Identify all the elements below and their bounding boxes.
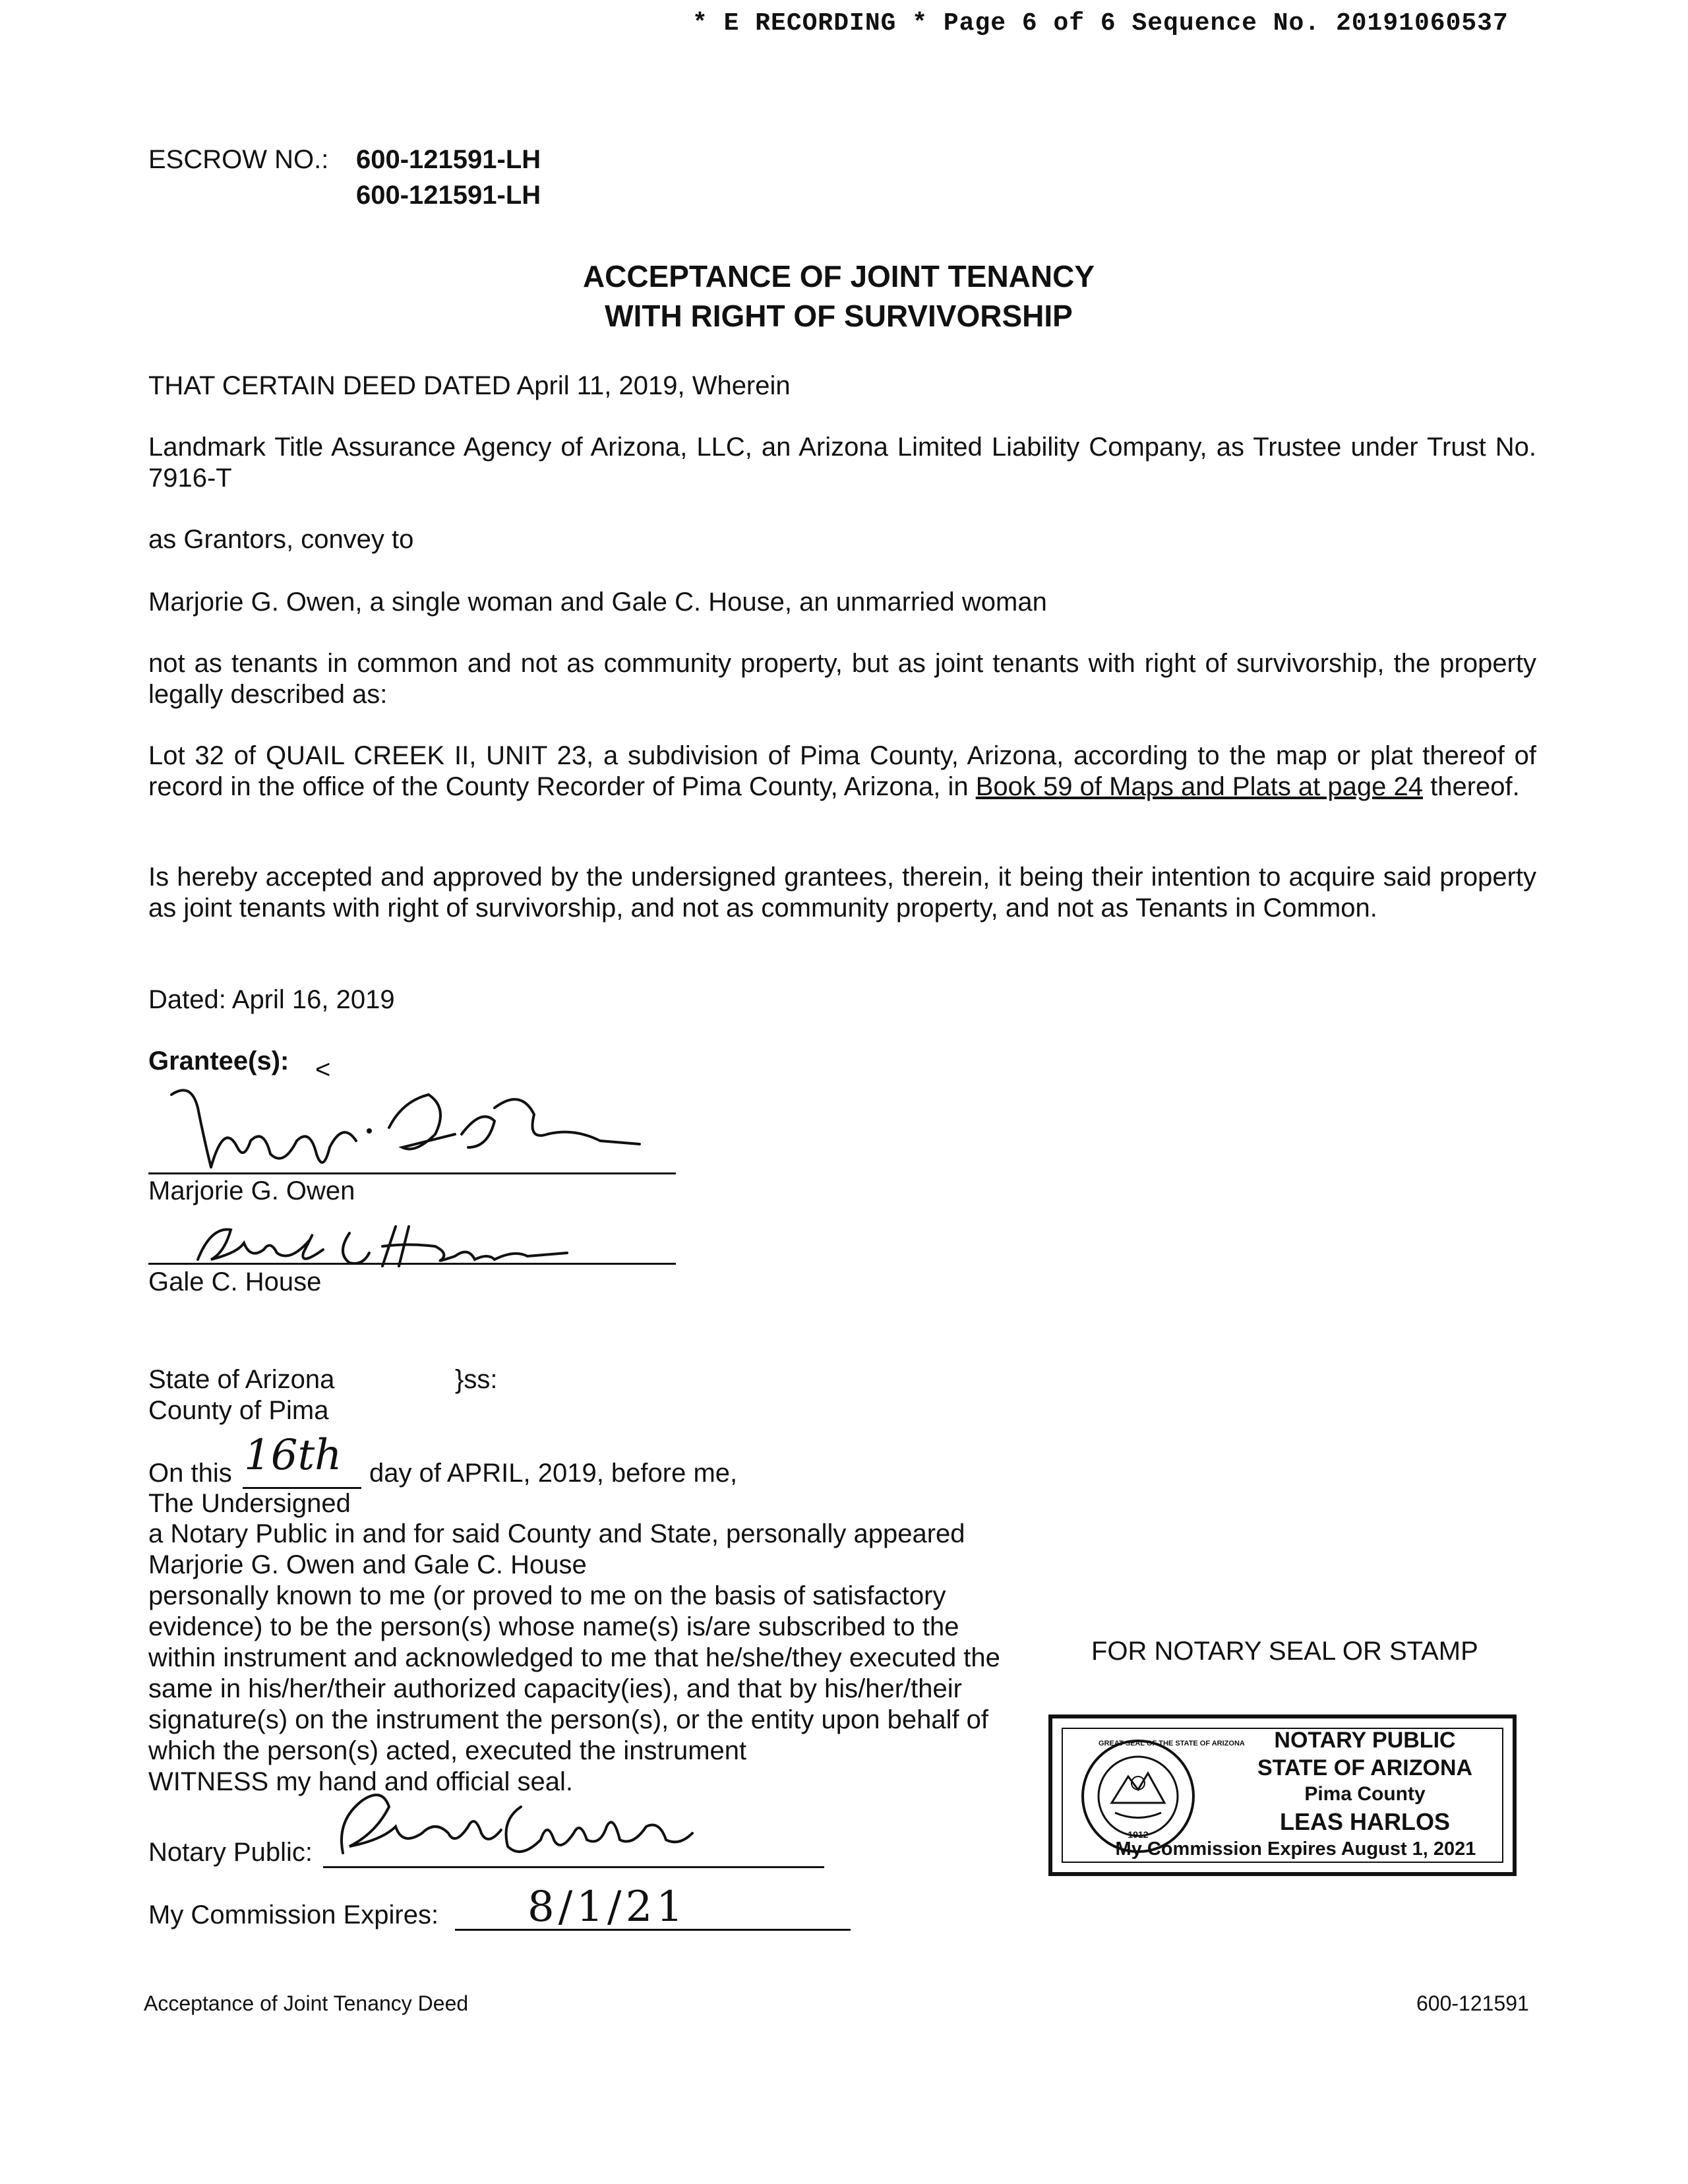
notary-text-line-8: which the person(s) acted, executed the instrument	[148, 1736, 747, 1765]
notary-stamp	[1048, 1714, 1517, 1876]
witness-line: WITNESS my hand and official seal.	[148, 1767, 573, 1796]
day-of-month-text: day of APRIL, 2019, before me,	[369, 1459, 738, 1488]
pen-mark: <	[315, 1055, 331, 1084]
escrow-number-2: 600-121591-LH	[356, 181, 541, 210]
deed-date-line: THAT CERTAIN DEED DATED April 11, 2019, Wherein	[148, 371, 791, 400]
signature-gale-house	[185, 1213, 580, 1273]
grantee-names-line: Marjorie G. Owen, a single woman and Gale C. House, an unmarried woman	[148, 588, 1047, 617]
document-title-line1: ACCEPTANCE OF JOINT TENANCY	[582, 259, 1095, 293]
legal-description	[148, 741, 1536, 803]
grantees-label: Grantee(s):	[148, 1046, 289, 1076]
seal-caption: FOR NOTARY SEAL OR STAMP	[1091, 1637, 1478, 1666]
plat-book-reference: Book 59 of Maps and Plats at page 24	[975, 772, 1423, 801]
escrow-number-1: 600-121591-LH	[356, 145, 541, 174]
stamp-line-state: STATE OF ARIZONA	[1257, 1755, 1473, 1780]
seal-text-group	[1079, 1737, 1245, 1856]
seal-year: 1912	[1128, 1829, 1149, 1840]
stamp-line-commission: My Commission Expires August 1, 2021	[1115, 1838, 1476, 1860]
signature-marjorie-owen	[152, 1068, 653, 1180]
notary-text-line-4: evidence) to be the person(s) whose name(s) is/are subscribed to the	[148, 1612, 959, 1641]
dated-line: Dated: April 16, 2019	[148, 985, 395, 1014]
footer-file-number: 600-121591	[1416, 1991, 1529, 2015]
notary-text-line-3: personally known to me (or proved to me on the basis of satisfactory	[148, 1581, 946, 1610]
footer-document-name: Acceptance of Joint Tenancy Deed	[144, 1991, 469, 2015]
on-this-label: On this	[148, 1459, 232, 1488]
grantee-name-1: Marjorie G. Owen	[148, 1176, 355, 1205]
grantee-name-2: Gale C. House	[148, 1267, 322, 1296]
notary-text-line-2: Marjorie G. Owen and Gale C. House	[148, 1550, 587, 1579]
escrow-label: ESCROW NO.:	[148, 145, 329, 174]
venue-ss: }ss:	[455, 1365, 498, 1394]
notary-signature	[323, 1780, 732, 1873]
venue-state: State of Arizona	[148, 1365, 335, 1394]
venue-county: County of Pima	[148, 1396, 329, 1425]
recording-header: * E RECORDING * Page 6 of 6 Sequence No. 20191060537	[692, 9, 1509, 38]
convey-line: as Grantors, convey to	[148, 525, 414, 554]
notary-undersigned: The Undersigned	[148, 1489, 351, 1518]
notary-text-line-6: same in his/her/their authorized capacity(ies), and that by his/her/their	[148, 1674, 962, 1703]
day-handwritten: 16th	[244, 1431, 342, 1480]
grantor-paragraph: Landmark Title Assurance Agency of Arizona, LLC, an Arizona Limited Liability Company, as Trustee under Trust No. 7916-T	[148, 433, 1536, 493]
stamp-line-county: Pima County	[1304, 1783, 1426, 1805]
commission-expires-handwritten: 8/1/21	[528, 1883, 687, 1931]
legal-description-text: Lot 32 of QUAIL CREEK II, UNIT 23, a subdivision of Pima County, Arizona, according to the map or plat thereof of record in the office of the County Recorder of Pima County, Arizona, in	[148, 741, 1536, 801]
stamp-line-notary-public: NOTARY PUBLIC	[1274, 1728, 1456, 1753]
acceptance-paragraph: Is hereby accepted and approved by the undersigned grantees, therein, it being their intention to acquire said property as joint tenants with right of survivorship, and not as community property, and not as Tenants in Common.	[148, 863, 1536, 923]
notary-text-line-5: within instrument and acknowledged to me that he/she/they executed the	[148, 1643, 1000, 1672]
notary-text-line-1: a Notary Public in and for said County and State, personally appeared	[148, 1519, 965, 1548]
seal-ring-text: GREAT SEAL OF THE STATE OF ARIZONA	[1099, 1740, 1245, 1747]
tenancy-paragraph: not as tenants in common and not as community property, but as joint tenants with right of survivorship, the property legally described as:	[148, 649, 1536, 709]
commission-expires-label: My Commission Expires:	[148, 1900, 439, 1929]
document-title-line2: WITH RIGHT OF SURVIVORSHIP	[605, 299, 1073, 333]
notary-text-line-7: signature(s) on the instrument the person(s), or the entity upon behalf of	[148, 1705, 989, 1734]
legal-description-end: thereof.	[1430, 772, 1520, 801]
stamp-line-notary-name: LEAS HARLOS	[1279, 1808, 1450, 1835]
notary-public-label: Notary Public:	[148, 1838, 313, 1867]
